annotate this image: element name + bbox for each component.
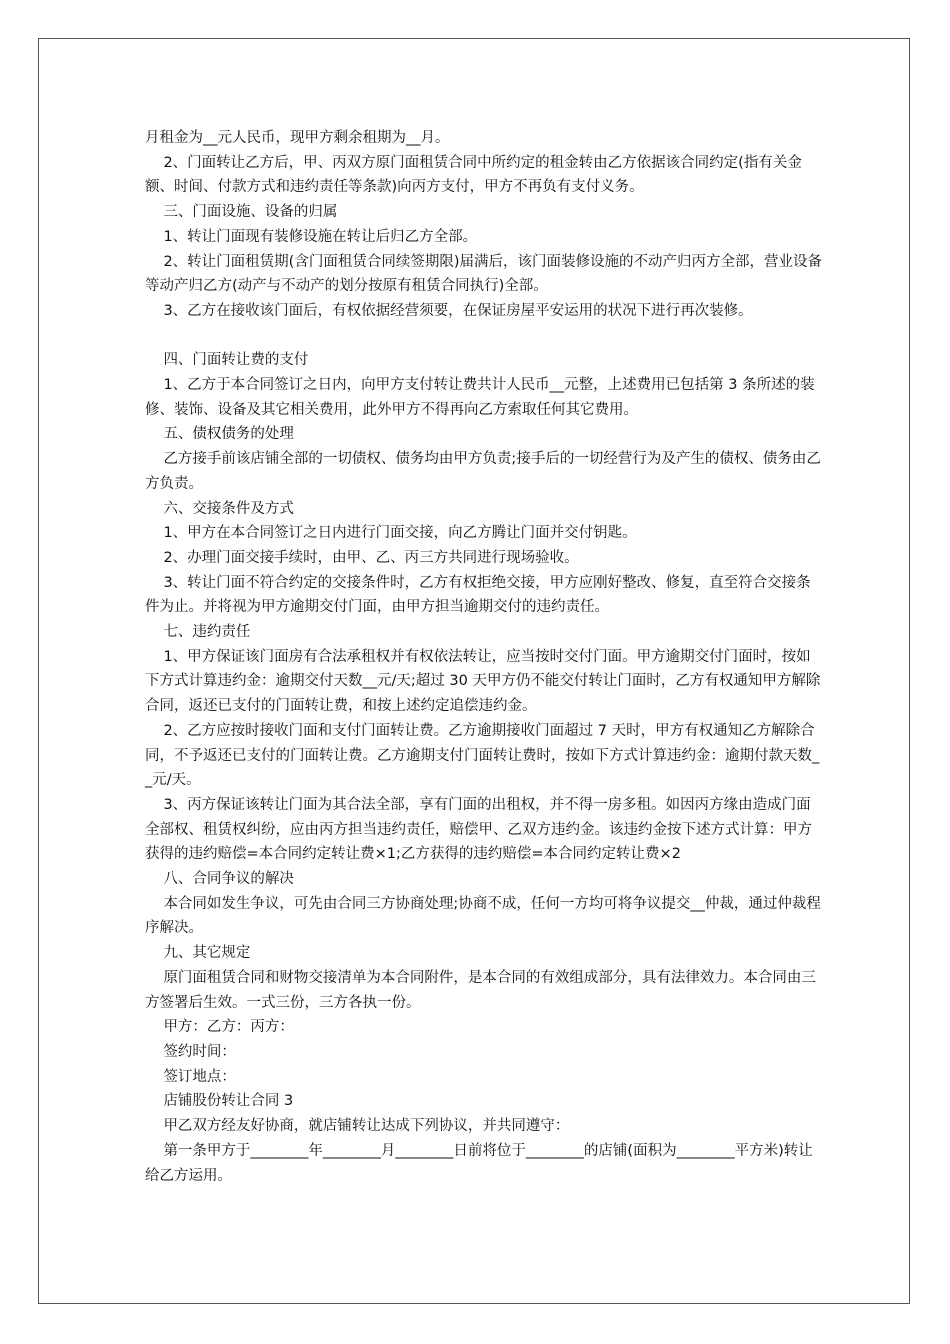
paragraph: 1、转让门面现有装修设施在转让后归乙方全部。 [145,228,478,245]
paragraph: 2、办理门面交接手续时，由甲、乙、丙三方共同进行现场验收。 [145,549,579,566]
paragraph: 月租金为__元人民币，现甲方剩余租期为__月。 [145,130,450,146]
signature-parties: 甲方：乙方：丙方： [145,1019,294,1036]
section-heading: 九、其它规定 [145,945,251,962]
section-heading: 三、门面设施、设备的归属 [145,204,338,221]
paragraph: 乙方接手前该店铺全部的一切债权、债务均由甲方负责;接手后的一切经营行为及产生的债权、债务由乙方负责。 [145,451,821,492]
paragraph: 甲乙双方经友好协商，就店铺转让达成下列协议，并共同遵守： [145,1118,570,1135]
contract-title: 店铺股份转让合同 3 [145,1093,294,1110]
paragraph: 2、转让门面租赁期(含门面租赁合同续签期限)届满后，该门面装修设施的不动产归丙方全部，营业设备等动产归乙方(动产与不动产的划分按原有租赁合同执行)全部。 [145,253,822,295]
section-heading: 八、合同争议的解决 [145,871,294,888]
paragraph: 3、丙方保证该转让门面为其合法全部，享有门面的出租权，并不得一房多租。如因丙方缘由造成门面全部权、租赁权纠纷，应由丙方担当违约责任，赔偿甲、乙双方违约金。该违约金按下述方式计算：甲方获得的违约赔偿=本合同约定转让费×1;乙方获得的违约赔偿=本合同约定转让费×2 [145,796,812,863]
paragraph: 3、乙方在接收该门面后，有权依据经营须要，在保证房屋平安运用的状况下进行再次装修。 [145,302,753,319]
section-heading: 五、债权债务的处理 [145,426,294,443]
signing-time: 签约时间： [145,1044,236,1060]
document-body [145,126,825,1188]
paragraph: 3、转让门面不符合约定的交接条件时，乙方有权拒绝交接，甲方应刚好整改、修复，直至符合交接条件为止。并将视为甲方逾期交付门面，由甲方担当逾期交付的违约责任。 [145,574,811,616]
paragraph: 1、甲方在本合同签订之日内进行门面交接，向乙方腾让门面并交付钥匙。 [145,525,637,542]
paragraph: 2、门面转让乙方后，甲、丙双方原门面租赁合同中所约定的租金转由乙方依据该合同约定(指有关金额、时间、付款方式和违约责任等条款)向丙方支付，甲方不再负有支付义务。 [145,154,802,196]
blank-line [145,324,825,349]
section-heading: 四、门面转让费的支付 [145,352,309,369]
paragraph: 2、乙方应按时接收门面和支付门面转让费。乙方逾期接收门面超过 7 天时，甲方有权通知乙方解除合同，不予返还已支付的门面转让费。乙方逾期支付门面转让费时，按如下方式计算违约金：逾期付款天数__元/天。 [145,722,820,789]
paragraph: 本合同如发生争议，可先由合同三方协商处理;协商不成，任何一方均可将争议提交__仲裁，通过仲裁程序解决。 [145,895,821,937]
paragraph: 原门面租赁合同和财物交接清单为本合同附件，是本合同的有效组成部分，具有法律效力。本合同由三方签署后生效。一式三份，三方各执一份。 [145,969,816,1011]
section-heading: 七、违约责任 [145,624,251,641]
paragraph: 第一条甲方于________年________月________日前将位于________的店铺(面积为________平方米)转让给乙方运用。 [145,1142,813,1184]
section-heading: 六、交接条件及方式 [145,500,294,517]
signing-place: 签订地点： [145,1068,236,1085]
paragraph: 1、乙方于本合同签订之日内，向甲方支付转让费共计人民币__元整，上述费用已包括第 3 条所述的装修、装饰、设备及其它相关费用，此外甲方不得再向乙方索取任何其它费用。 [145,377,815,418]
paragraph: 1、甲方保证该门面房有合法承租权并有权依法转让，应当按时交付门面。甲方逾期交付门面时，按如下方式计算违约金：逾期交付天数__元/天;超过 30 天甲方仍不能交付转让门面时，乙方有权通知甲方解除合同，返还已支付的门面转让费，和按上述约定追偿违约金。 [145,648,821,715]
